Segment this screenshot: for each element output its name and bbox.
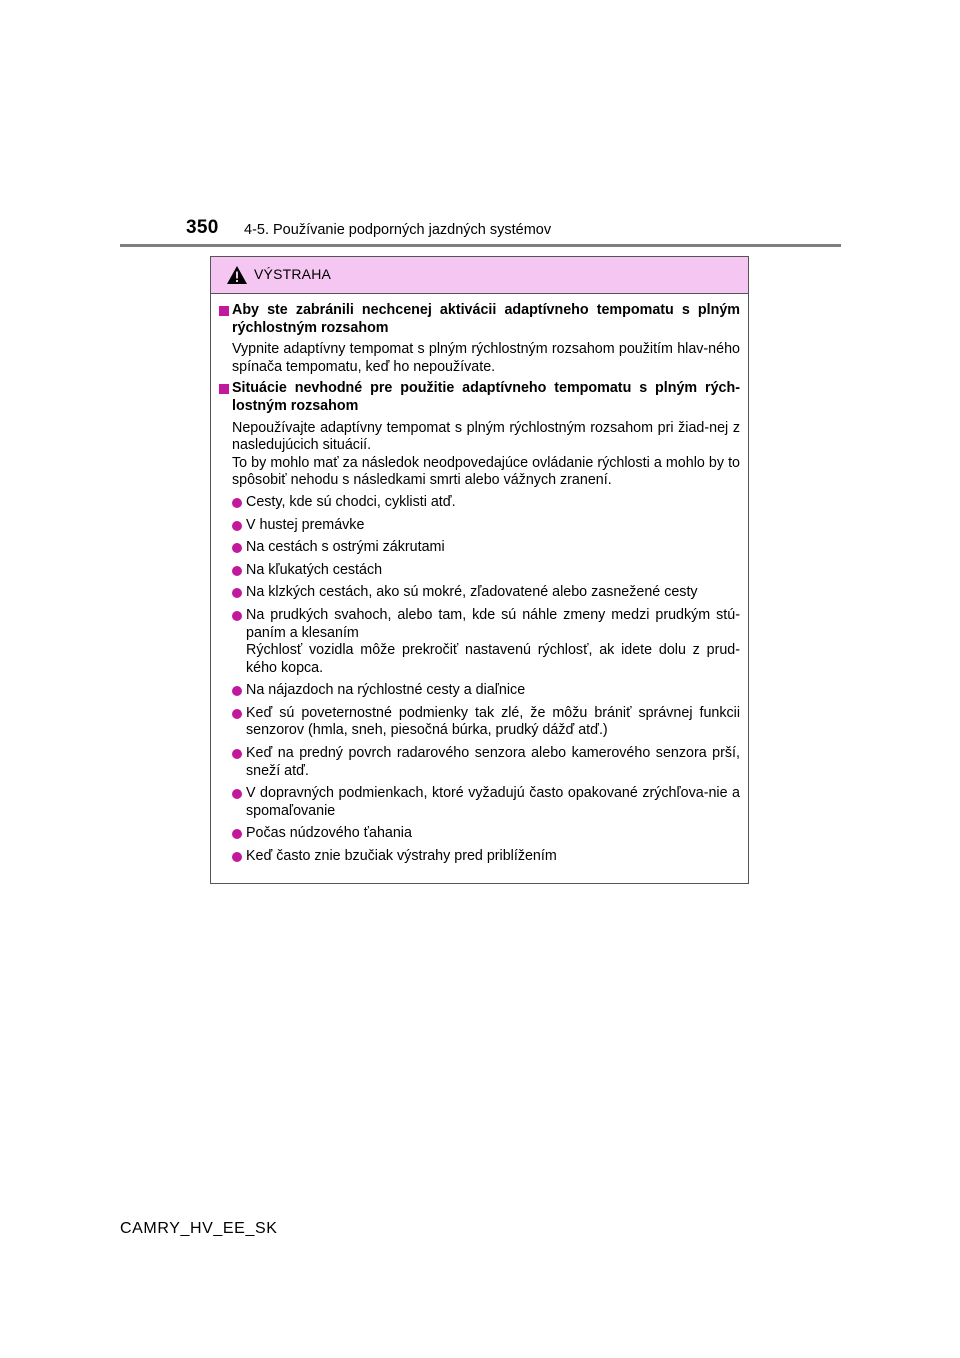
list-item: Na nájazdoch na rýchlostné cesty a diaľnice [232,682,740,700]
bullet-dot-icon [232,566,242,576]
list-item: Cesty, kde sú chodci, cyklisti atď. [232,494,740,512]
warning-body [211,294,748,871]
warning-section [219,380,740,870]
warning-section [219,302,740,376]
section-text-line: To by mohlo mať za následok neodpovedajúce ovládanie rýchlosti a mohlo by to spôsobiť nehodu s následkami smrti alebo vážnych zranení. [232,454,740,489]
section-text [232,420,740,490]
warning-box [210,256,749,884]
list-item: Keď na predný povrch radarového senzora alebo kamerového senzora prší, sneží atď. [232,745,740,780]
warning-header [211,257,748,294]
list-item: Na cestách s ostrými zákrutami [232,539,740,557]
bullet-dot-icon [232,686,242,696]
bullet-dot-icon [232,611,242,621]
document-code: CAMRY_HV_EE_SK [120,1220,278,1237]
list-item: Keď sú poveternostné podmienky tak zlé, že môžu brániť správnej funkcii senzorov (hmla, sneh, piesočná búrka, prudký dážď atď.) [232,705,740,740]
square-bullet-icon [219,384,229,394]
page-number: 350 [186,217,219,238]
bullet-dot-icon [232,521,242,531]
bullet-dot-icon [232,852,242,862]
list-item: Počas núdzového ťahania [232,825,740,843]
bullet-dot-icon [232,498,242,508]
list-item: Na kľukatých cestách [232,562,740,580]
bullet-dot-icon [232,709,242,719]
header-divider [120,244,841,247]
warning-title: VÝSTRAHA [254,266,332,282]
section-text: Vypnite adaptívny tempomat s plným rýchlostným rozsahom použitím hlav-ného spínača tempomatu, keď ho nepoužívate. [232,341,740,375]
section-heading: Aby ste zabránili nechcenej aktivácii adaptívneho tempomatu s plným rýchlostným rozsahom [232,302,740,336]
warning-triangle-icon [226,265,248,285]
bullet-dot-icon [232,789,242,799]
square-bullet-icon [219,306,229,316]
list-item: Na klzkých cestách, ako sú mokré, zľadovatené alebo zasnežené cesty [232,584,740,602]
bullet-list [232,494,740,866]
bullet-dot-icon [232,588,242,598]
section-heading: Situácie nevhodné pre použitie adaptívneho tempomatu s plným rých-lostným rozsahom [232,380,740,414]
list-item: V dopravných podmienkach, ktoré vyžadujú často opakované zrýchľova-nie a spomaľovanie [232,785,740,820]
bullet-dot-icon [232,543,242,553]
list-item: Keď často znie bzučiak výstrahy pred priblížením [232,848,740,866]
list-item: Na prudkých svahoch, alebo tam, kde sú náhle zmeny medzi prudkým stú-paním a klesaním Rýchlosť vozidla môže prekročiť nastavenú rýchlosť, ak idete dolu z prud-kého kopca. [232,607,740,677]
section-text-line: Nepoužívajte adaptívny tempomat s plným rýchlostným rozsahom pri žiad-nej z nasledujúcich situácií. [232,419,740,454]
bullet-dot-icon [232,749,242,759]
bullet-dot-icon [232,829,242,839]
list-item: V hustej premávke [232,517,740,535]
section-title: 4-5. Používanie podporných jazdných systémov [244,222,552,238]
